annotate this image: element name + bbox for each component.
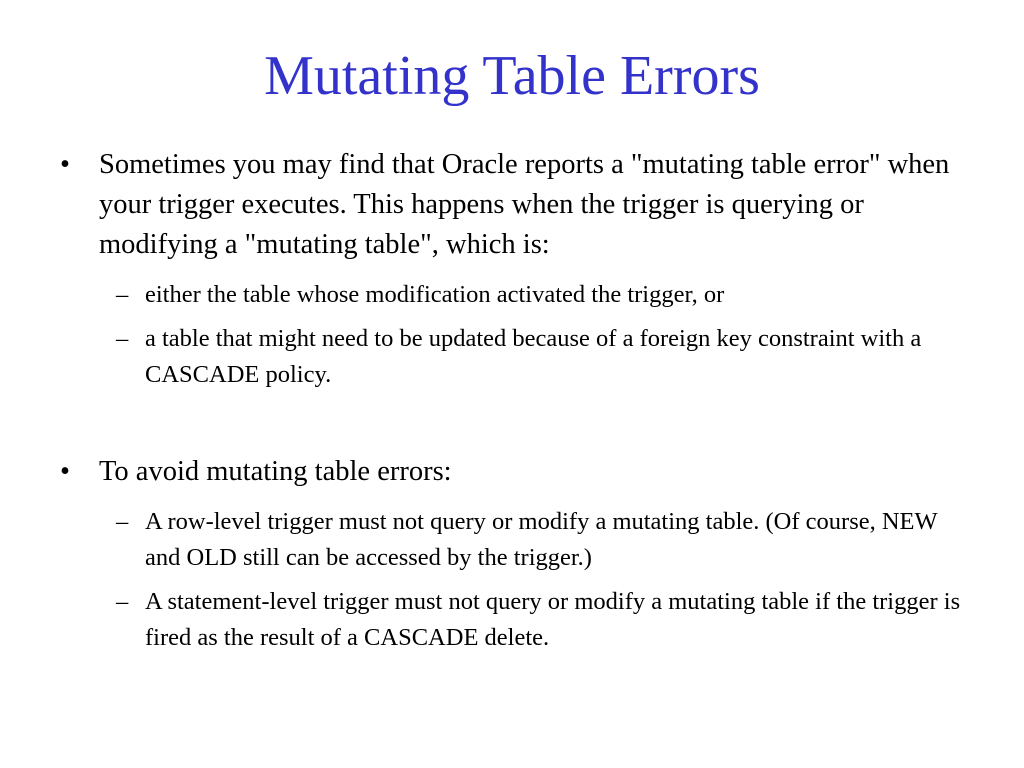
bullet-item <box>0 452 1024 664</box>
dash-icon: – <box>116 281 129 308</box>
sub-bullet-text: A row-level trigger must not query or modify a mutating table. (Of course, NEW and OLD still can be accessed by the trigger.) <box>145 508 938 571</box>
sub-bullet-text: A statement-level trigger must not query or modify a mutating table if the trigger is fired as the result of a CASCADE delete. <box>145 588 961 651</box>
bullet-item <box>0 145 1024 401</box>
sub-list <box>0 277 1024 393</box>
sub-bullet-item <box>0 584 1024 656</box>
slide-title: Mutating Table Errors <box>264 45 760 107</box>
sub-bullet-item <box>0 277 1024 313</box>
sub-bullet-item <box>0 321 1024 393</box>
dash-icon: – <box>116 508 129 535</box>
bullet-text: Sometimes you may find that Oracle reports a "mutating table error" when your trigger executes. This happens when the trigger is querying or modifying a "mutating table", which is: <box>99 149 950 260</box>
bullet-icon: • <box>60 149 70 180</box>
bullet-icon: • <box>60 456 70 487</box>
sub-bullet-text: a table that might need to be updated because of a foreign key constraint with a CASCADE policy. <box>145 325 922 388</box>
dash-icon: – <box>116 325 129 352</box>
dash-icon: – <box>116 588 129 615</box>
sub-bullet-item <box>0 504 1024 576</box>
sub-list <box>0 504 1024 656</box>
bullet-text: To avoid mutating table errors: <box>99 456 452 487</box>
sub-bullet-text: either the table whose modification activated the trigger, or <box>145 281 725 308</box>
